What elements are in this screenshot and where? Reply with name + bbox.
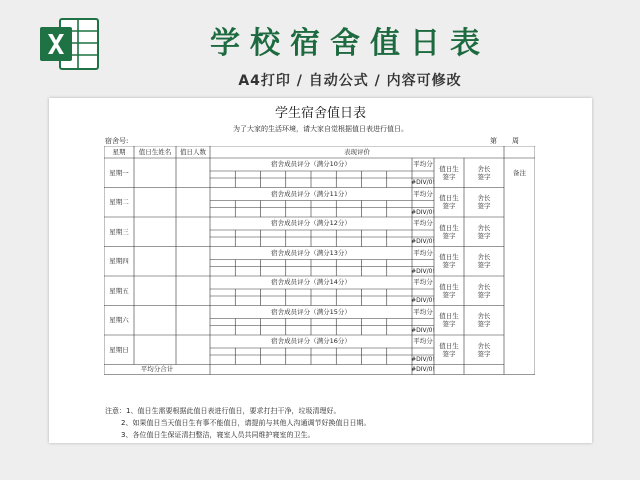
notes	[105, 405, 370, 441]
average-formula: #DIV/0!	[411, 297, 435, 304]
head-sign-cell-line-2: 签字	[477, 231, 491, 240]
average-formula: #DIV/0!	[411, 179, 435, 186]
day-label: 星期三	[109, 227, 129, 236]
duty-sign-cell-line-2: 签字	[442, 290, 456, 299]
duty-sign-cell-line-2: 签字	[442, 320, 456, 329]
head-sign-cell	[464, 276, 504, 306]
head-sign-cell	[464, 306, 504, 336]
head-sign-cell-line-1: 舍长	[477, 164, 491, 173]
head-sign-cell-line-2: 签字	[477, 202, 491, 211]
column-header-remark: 备注	[513, 168, 526, 177]
head-sign-cell	[464, 188, 504, 218]
score-label: 宿舍成员评分（满分14分）	[271, 278, 351, 287]
duty-sign-cell	[434, 247, 464, 277]
day-label: 星期四	[109, 257, 129, 266]
page-subtitle: A4打印 / 自动公式 / 内容可修改	[238, 73, 462, 89]
score-label: 宿舍成员评分（满分13分）	[271, 248, 351, 257]
column-header-evaluation: 表现评价	[344, 147, 370, 156]
head-sign-cell-line-1: 舍长	[477, 282, 491, 291]
average-label: 平均分	[413, 278, 433, 287]
average-label: 平均分	[413, 160, 433, 169]
head-sign-cell-line-1: 舍长	[477, 312, 491, 321]
duty-sign-cell	[434, 335, 464, 365]
duty-sign-cell	[434, 306, 464, 336]
note-1: 注意：1、值日生需要根据此值日表进行值日，要求打扫干净，垃圾清理好。	[105, 407, 341, 415]
page-title: 学校宿舍值日表	[210, 26, 490, 61]
head-sign-cell-line-1: 舍长	[477, 223, 491, 232]
head-sign-cell-line-2: 签字	[477, 349, 491, 358]
column-header-count: 值日人数	[180, 147, 206, 156]
duty-sign-cell	[434, 217, 464, 247]
column-header-name: 值日生姓名	[138, 147, 172, 156]
score-label: 宿舍成员评分（满分16分）	[271, 337, 351, 346]
average-label: 平均分	[413, 248, 433, 257]
head-sign-cell	[464, 335, 504, 365]
average-label: 平均分	[413, 307, 433, 316]
average-label: 平均分	[413, 189, 433, 198]
duty-sign-cell-line-2: 签字	[442, 202, 456, 211]
head-sign-cell-line-2: 签字	[477, 172, 491, 181]
average-label: 平均分	[413, 337, 433, 346]
average-formula: #DIV/0!	[411, 356, 435, 363]
head-sign-cell-line-2: 签字	[477, 290, 491, 299]
head-sign-cell-line-1: 舍长	[477, 253, 491, 262]
duty-table	[104, 146, 535, 377]
week-suffix: 周	[512, 137, 519, 145]
dorm-number-label: 宿舍号:	[105, 137, 129, 145]
average-formula: #DIV/0!	[411, 326, 435, 334]
head-sign-cell-line-2: 签字	[477, 320, 491, 329]
day-label: 星期二	[109, 198, 129, 207]
duty-sign-cell	[434, 158, 464, 188]
duty-sign-cell-line-1: 值日生	[439, 282, 459, 291]
duty-sign-cell-line-1: 值日生	[439, 223, 459, 232]
average-formula: #DIV/0!	[411, 267, 435, 275]
week-prefix: 第	[490, 137, 497, 145]
duty-sign-cell-line-1: 值日生	[439, 164, 459, 173]
document-title: 学生宿舍值日表	[274, 106, 366, 121]
note-3: 3、各位值日生保证清扫整洁，寝室人员共同维护寝室的卫生。	[121, 431, 315, 439]
column-header-day: 星期	[112, 147, 126, 156]
score-label: 宿舍成员评分（满分11分）	[271, 189, 351, 198]
head-sign-cell	[464, 217, 504, 247]
total-formula: #DIV/0!	[411, 365, 435, 373]
day-label: 星期一	[109, 168, 129, 177]
day-label: 星期六	[109, 316, 129, 325]
duty-sign-cell-line-1: 值日生	[439, 312, 459, 321]
head-sign-cell-line-2: 签字	[477, 261, 491, 270]
duty-sign-cell-line-2: 签字	[442, 231, 456, 240]
duty-sign-cell-line-2: 签字	[442, 172, 456, 181]
average-formula: #DIV/0!	[411, 208, 435, 216]
duty-sign-cell-line-1: 值日生	[439, 253, 459, 262]
score-label: 宿舍成员评分（满分10分）	[271, 160, 351, 169]
duty-sign-cell-line-1: 值日生	[439, 194, 459, 203]
duty-sign-cell-line-2: 签字	[442, 349, 456, 358]
head-sign-cell-line-1: 舍长	[477, 194, 491, 203]
head-sign-cell-line-1: 舍长	[477, 341, 491, 350]
score-label: 宿舍成员评分（满分12分）	[271, 219, 351, 228]
average-formula: #DIV/0!	[411, 238, 435, 245]
head-sign-cell	[464, 158, 504, 188]
document-preview	[49, 98, 592, 443]
duty-sign-cell	[434, 276, 464, 306]
document-intro: 为了大家的生活环境，请大家自觉根据值日表进行值日。	[233, 125, 408, 133]
duty-sign-cell-line-1: 值日生	[439, 341, 459, 350]
day-label: 星期日	[109, 345, 129, 354]
day-label: 星期五	[109, 286, 129, 295]
duty-sign-cell	[434, 188, 464, 218]
duty-sign-cell-line-2: 签字	[442, 261, 456, 270]
total-label: 平均分合计	[140, 365, 174, 374]
score-label: 宿舍成员评分（满分15分）	[271, 307, 351, 316]
average-label: 平均分	[413, 219, 433, 228]
note-2: 2、如果值日当天值日生有事不能值日，请提前与其他人沟通调节好换值日日期。	[121, 419, 371, 427]
head-sign-cell	[464, 247, 504, 277]
